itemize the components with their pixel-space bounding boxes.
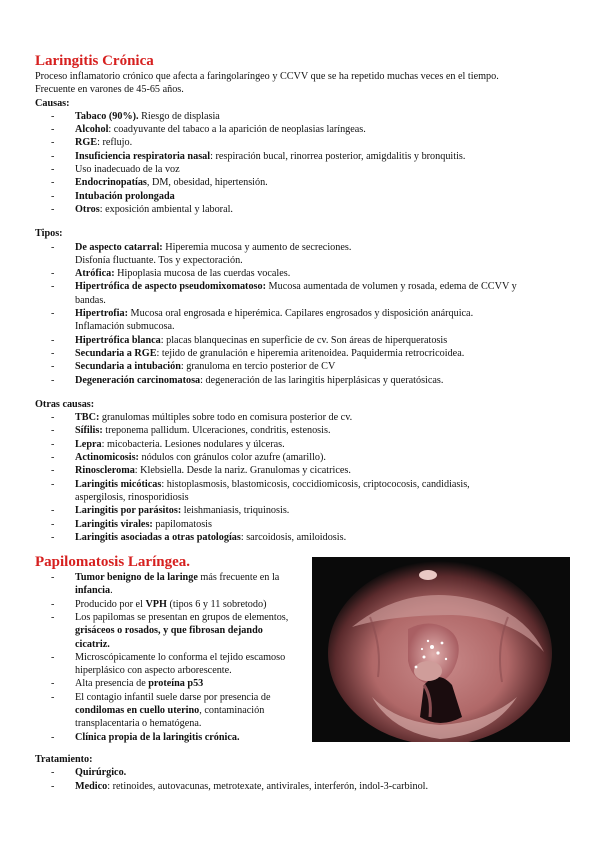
list-item: - Alta presencia de proteína p53	[35, 677, 300, 690]
item-bold-label: Alcohol	[75, 124, 109, 136]
list-item	[35, 424, 570, 437]
item-bold-label: Lepra	[75, 438, 102, 450]
item-text: : retinoides, autovacunas, metrotexate, antivirales, interferón, indol-3-carbinol.	[107, 780, 429, 792]
list-item	[35, 150, 570, 163]
laryngoscopy-image	[312, 557, 570, 742]
item-bold-label: Actinomicosis:	[75, 452, 139, 464]
item-text: : sarcoidosis, amiloidosis.	[240, 531, 347, 543]
item-text: : reflujo.	[97, 137, 133, 149]
item-bold-label: Atrófica:	[75, 268, 115, 280]
list-item	[35, 190, 570, 203]
list-item	[35, 267, 570, 280]
item-text: : respiración bucal, rinorrea posterior, amigdalitis y bronquitis.	[210, 150, 466, 162]
item-bold-label: Laringitis asociadas a otras patologías	[75, 531, 241, 543]
item-bold-label: Quirúrgico.	[75, 767, 127, 779]
item-text: : Klebsiella. Desde la nariz. Granulomas y cicatrices.	[134, 465, 351, 477]
list-item	[35, 280, 570, 307]
intro-line-2: Frecuente en varones de 45-65 años.	[35, 84, 184, 96]
tratamiento-list	[35, 766, 570, 793]
list-item	[35, 307, 570, 334]
item-text: : exposición ambiental y laboral.	[99, 203, 233, 215]
item-text: : histoplasmosis, blastomicosis, coccidiomicosis, criptococosis, candidiasis,	[161, 478, 470, 490]
item-bold-label: Hipertrófica de aspecto pseudomixomatoso:	[75, 281, 266, 293]
item-bold-label: Degeneración carcinomatosa	[75, 374, 201, 386]
item-text-continuation: bandas.	[75, 294, 106, 306]
list-item: - Tumor benigno de la laringe más frecuente en la infancia.	[35, 571, 300, 598]
list-item	[35, 360, 570, 373]
tipos-heading: Tipos:	[35, 228, 63, 240]
laryngoscopy-illustration	[312, 557, 570, 742]
item-bold-label: RGE	[75, 137, 98, 149]
item-text: Hipoplasia mucosa de las cuerdas vocales.	[114, 268, 291, 280]
otras-causas-list	[35, 411, 570, 544]
list-item	[35, 766, 570, 779]
list-item	[35, 110, 570, 123]
item-bold-label: Medico	[75, 780, 108, 792]
list-item: - Clínica propia de la laringitis crónica.	[35, 731, 300, 744]
item-bold-label: Laringitis por parásitos:	[75, 505, 182, 517]
item-bold-label: De aspecto catarral:	[75, 241, 163, 253]
item-bold-label: Insuficiencia respiratoria nasal	[75, 150, 211, 162]
item-text-continuation: Inflamación submucosa.	[75, 321, 175, 333]
list-item	[35, 438, 570, 451]
list-item	[35, 203, 570, 216]
item-bold-label: Hipertrófica blanca	[75, 334, 161, 346]
item-text: : degeneración de las laringitis hiperplásicas y queratósicas.	[200, 374, 444, 386]
item-bold-label: Rinoscleroma	[75, 465, 135, 477]
list-item	[35, 123, 570, 136]
list-item	[35, 347, 570, 360]
item-bold-label: Laringitis virales:	[75, 518, 153, 530]
section-title-laringitis: Laringitis Crónica	[35, 53, 154, 69]
list-item	[35, 411, 570, 424]
list-item	[35, 176, 570, 189]
list-item	[35, 451, 570, 464]
list-item: - Los papilomas se presentan en grupos de elementos, grisáceos o rosados, y que fibrosan dejando cicatriz.	[35, 611, 300, 651]
item-text: : tejido de granulación e hiperemia aritenoidea. Paquidermia retrocricoidea.	[156, 347, 465, 359]
item-text: : placas blanquecinas en superficie de cv. Son áreas de hiperqueratosis	[160, 334, 448, 346]
item-bold-label: Tabaco (90%).	[75, 110, 139, 122]
item-text: : granuloma en tercio posterior de CV	[180, 361, 336, 373]
tratamiento-heading: Tratamiento:	[35, 753, 93, 765]
item-bold-label: Sífilis:	[75, 425, 103, 437]
item-text-continuation: Disfonía fluctuante. Tos y expectoración.	[75, 254, 243, 266]
item-bold-label: Secundaria a intubación	[75, 361, 181, 373]
item-text: : coadyuvante del tabaco a la aparición de neoplasias laríngeas.	[108, 124, 366, 136]
item-text: granulomas múltiples sobre todo en comisura posterior de cv.	[99, 412, 353, 424]
list-item	[35, 478, 570, 505]
causas-heading: Causas:	[35, 97, 70, 109]
item-bold-label: Hipertrofia:	[75, 308, 128, 320]
list-item	[35, 531, 570, 544]
item-text: , DM, obesidad, hipertensión.	[146, 177, 268, 189]
item-text-continuation: aspergilosis, rinosporidiosis	[75, 491, 189, 503]
item-bold-label: Otros	[75, 203, 100, 215]
item-bold-label: TBC:	[75, 412, 100, 424]
item-text: leishmaniasis, triquinosis.	[181, 505, 290, 517]
causas-list	[35, 110, 570, 216]
list-item: - Microscópicamente lo conforma el tejido escamoso hiperplásico con aspecto arborescente.	[35, 651, 300, 678]
item-text: Hiperemia mucosa y aumento de secreciones.	[162, 241, 352, 253]
document-page	[35, 52, 570, 793]
item-text: Mucosa oral engrosada e hiperémica. Capilares engrosados y disposición anárquica.	[128, 308, 474, 320]
item-bold-label: Endocrinopatías	[75, 177, 147, 189]
list-item	[35, 163, 570, 176]
item-text: Mucosa aumentada de volumen y rosada, edema de CCVV y	[266, 281, 517, 293]
list-item: - El contagio infantil suele darse por presencia de condilomas en cuello uterino, contaminación transplacentaria o hematógena.	[35, 691, 300, 731]
item-text: Uso inadecuado de la voz	[75, 164, 180, 176]
papilomatosis-section	[35, 553, 570, 744]
intro-line-1: Proceso inflamatorio crónico que afecta a faringolaríngeo y CCVV que se ha repetido muchas veces en el tiempo.	[35, 71, 499, 82]
list-item	[35, 504, 570, 517]
item-text: nódulos con gránulos color azufre (amarillo).	[138, 452, 326, 464]
list-item	[35, 334, 570, 347]
section-title-papilomatosis: Papilomatosis Laríngea.	[35, 554, 191, 571]
otras-causas-heading: Otras causas:	[35, 398, 95, 410]
list-item: - Producido por el VPH (tipos 6 y 11 sobretodo)	[35, 598, 300, 611]
item-text: : micobacteria. Lesiones nodulares y úlceras.	[101, 438, 285, 450]
list-item	[35, 464, 570, 477]
item-bold-label: Secundaria a RGE	[75, 347, 157, 359]
item-bold-label: Intubación prolongada	[75, 190, 175, 202]
list-item	[35, 374, 570, 387]
list-item	[35, 241, 570, 268]
list-item	[35, 780, 570, 793]
item-text: papilomatosis	[152, 518, 212, 530]
item-text: treponema pallidum. Ulceraciones, condritis, estenosis.	[102, 425, 331, 437]
item-text: Riesgo de displasia	[138, 110, 220, 122]
item-bold-label: Laringitis micóticas	[75, 478, 162, 490]
list-item	[35, 136, 570, 149]
tipos-list	[35, 241, 570, 387]
list-item	[35, 518, 570, 531]
